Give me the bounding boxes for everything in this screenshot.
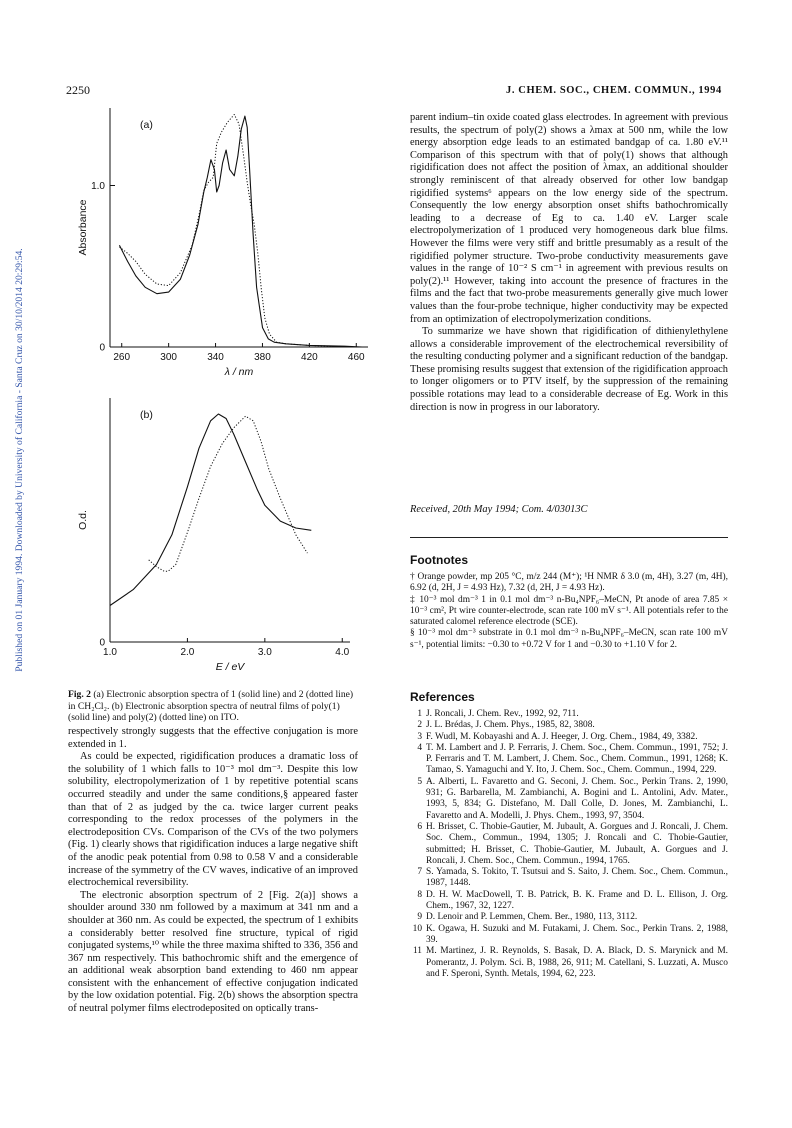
- body-paragraph: To summarize we have shown that rigidification of dithienylethylene allows a considerable improvement of the electrochemical reversibility of the resulting conducting polymer and a significant reduction of the bandgap. These promising results suggest that extension of the rigidification approach to longer oligomers or to PTV itself, by the suppression of the remaining possible rotations may lead to a considerable decrease of Eg. Work in this direction is now in progress in our laboratory.: [410, 326, 728, 413]
- page-number: 2250: [66, 83, 90, 97]
- x-tick-label: 460: [347, 352, 365, 363]
- body-paragraph: As could be expected, rigidification produces a dramatic loss of the solubility of 1 which falls to 10⁻³ mol dm⁻³. Despite this low solubility, electropolymerization of 1 by repetitive potential scans occurred steadily and under the same conditions,§ appeared faster than that of 2 as judged by the ca. twice larger current peaks corresponding to the redox processes of the polymers in the electrodeposition CVs. Comparison of the CVs of the two polymers (Fig. 1) clearly shows that rigidification induces a large negative shift of the anodic peak potential from 0.98 to 0.58 V and a considerable increase of the symmetry of the CV waves, indicative of an improved electrochemical reversibility.: [68, 751, 358, 889]
- figure-2a-plot: [70, 100, 370, 385]
- reference-number: 7: [417, 867, 422, 878]
- series-line-dotted: [119, 115, 356, 348]
- figure-caption-text: (a) Electronic absorption spectra of 1 (solid line) and 2 (dotted line) in CH₂Cl₂. (b) Electronic absorption spectra of neutral films of poly(1) (solid line) and poly(2) (dotted line) on ITO.: [68, 689, 354, 724]
- reference-number: 4: [417, 742, 422, 753]
- figure-2b: [70, 390, 370, 675]
- reference-item: [410, 890, 728, 913]
- reference-text: D. H. W. MacDowell, T. B. Patrick, B. K. Frame and D. L. Ellison, J. Org. Chem., 1967, 32, 1227.: [426, 889, 728, 912]
- y-tick-label: 0: [99, 342, 105, 354]
- reference-number: 3: [417, 731, 422, 742]
- x-tick-label: 3.0: [257, 647, 272, 658]
- reference-number: 5: [417, 776, 422, 787]
- y-axis-label: Absorbance: [77, 199, 89, 256]
- body-paragraph: parent indium–tin oxide coated glass electrodes. In agreement with previous results, the spectrum of poly(2) shows a λmax at 500 nm, while the low energy absorption edge leads to an estimated bandgap of ca. 1.80 eV.¹¹ Comparison of this spectrum with that of poly(1) shows that although rigidification does not affect the position of λmax, an additional shoulder strongly reminiscent of that already observed for other low bandgap rigidified systems⁶ appears on the low energy side of the spectrum. Consequently the low energy absorption onset shifts bathochromically leading to a decrease of Eg to ca. 1.40 eV. Larger scale electropolymerization of 1 produced very homogeneous dark blue films. However the films were very stiff and brittle presumably as a result of the rigidified polymer structure. Two-probe conductivity measurements gave values in the range of 10⁻² S cm⁻¹ in agreement with previous results on poly(2).¹¹ However, taking into account the presence of fractures in the films and the fact that two-probe measurements generally give much lower values than the four-probe technique, higher conductivity may be expected from an optimization of electropolymerization conditions.: [410, 112, 728, 325]
- figure-caption-label: Fig. 2: [68, 689, 91, 700]
- reference-item: [410, 912, 728, 923]
- x-tick-label: 300: [160, 352, 177, 363]
- footnotes-heading: Footnotes: [410, 553, 468, 567]
- body-paragraph: respectively strongly suggests that the effective conjugation is more extended in 1.: [68, 726, 358, 750]
- reference-item: [410, 709, 728, 720]
- references-heading: References: [410, 690, 475, 704]
- footnote: † Orange powder, mp 205 °C, m/z 244 (M⁺); ¹H NMR δ 3.0 (m, 4H), 3.27 (m, 4H), 6.92 (d, 2H, J = 4.93 Hz), 7.32 (d, 2H, J = 4.93 Hz).: [410, 572, 728, 594]
- reference-item: [410, 946, 728, 980]
- x-tick-label: 340: [207, 352, 224, 363]
- reference-text: J. Roncali, J. Chem. Rev., 1992, 92, 711.: [426, 709, 579, 719]
- series-line-dotted: [149, 416, 308, 571]
- reference-number: 8: [417, 889, 422, 900]
- received-line: Received, 20th May 1994; Com. 4/03013C: [410, 504, 588, 515]
- figure-2b-plot: [70, 390, 370, 675]
- right-column: [410, 112, 728, 414]
- reference-number: 9: [417, 912, 422, 923]
- reference-number: 6: [417, 821, 422, 832]
- footnote: § 10⁻³ mol dm⁻³ substrate in 0.1 mol dm⁻³ n-Bu₄NPF₆–MeCN, scan rate 100 mV s⁻¹, potential limits: −0.30 to +0.72 V for 1 and −0.30 to +1.10 V for 2.: [410, 628, 728, 650]
- reference-item: [410, 777, 728, 822]
- panel-label: (a): [140, 119, 153, 131]
- x-tick-label: 1.0: [103, 647, 117, 658]
- reference-item: [410, 924, 728, 947]
- section-divider: [410, 537, 728, 538]
- reference-item: [410, 822, 728, 867]
- reference-number: 2: [417, 720, 422, 731]
- series-line-solid: [110, 414, 311, 606]
- reference-text: D. Lenoir and P. Lemmen, Chem. Ber., 1980, 113, 3112.: [426, 912, 638, 923]
- panel-label: (b): [140, 409, 153, 421]
- reference-text: M. Martinez, J. R. Reynolds, S. Basak, D. A. Black, D. S. Marynick and M. Pomerantz, J. Polym. Sci. B, 1988, 26, 911; M. Catellani, S. Luzzati, A. Musco and F. Speroni, Synth. Metals, 1994, 62, 223.: [426, 946, 728, 979]
- body-paragraph: The electronic absorption spectrum of 2 [Fig. 2(a)] shows a shoulder around 330 nm followed by a maximum at 341 nm and a shoulder at 360 nm. As could be expected, the spectrum of 1 exhibits a considerably better resolved fine structure, typical of rigid conjugated systems,¹⁰ while the three maxima shifted to 336, 356 and 367 nm respectively. This bathochromic shift and the emergence of an additional weak absorption band extending to 460 nm appear consistent with the enhancement of effective conjugation indicated by the low oxidation potential. Fig. 2(b) shows the absorption spectra of neutral polymer films electrodeposited on optically trans-: [68, 889, 358, 1015]
- reference-text: J. L. Brédas, J. Chem. Phys., 1985, 82, 3808.: [426, 720, 595, 731]
- reference-text: K. Ogawa, H. Suzuki and M. Futakami, J. Chem. Soc., Perkin Trans. 2, 1988, 39.: [426, 923, 728, 945]
- reference-text: F. Wudl, M. Kobayashi and A. J. Heeger, J. Org. Chem., 1984, 49, 3382.: [426, 731, 698, 742]
- reference-item: [410, 732, 728, 743]
- y-tick-label: 1.0: [91, 181, 105, 193]
- series-line-solid: [119, 116, 362, 347]
- y-tick-label: 0: [99, 637, 105, 649]
- reference-number: 11: [412, 946, 422, 957]
- reference-text: T. M. Lambert and J. P. Ferraris, J. Chem. Soc., Chem. Commun., 1991, 752; J. P. Ferraris and T. M. Lambert, J. Chem. Soc., Chem. Commun., 1991, 1268; K. Tamao, S. Yamaguchi and Y. Ito, J. Chem. Soc., Chem. Commun., 1994, 229.: [426, 742, 728, 776]
- x-tick-label: 380: [254, 352, 271, 363]
- journal-header: J. CHEM. SOC., CHEM. COMMUN., 1994: [506, 85, 722, 96]
- reference-item: [410, 867, 728, 890]
- reference-list: [410, 709, 728, 980]
- figure-2a: [70, 100, 370, 385]
- x-axis-label: E / eV: [215, 661, 245, 673]
- figure-caption: [68, 689, 358, 724]
- y-axis-label: O.d.: [77, 510, 89, 530]
- download-notice: [2, 140, 25, 780]
- reference-item: [410, 720, 728, 731]
- x-tick-label: 4.0: [335, 647, 350, 658]
- x-tick-label: 420: [301, 352, 318, 363]
- reference-text: S. Yamada, S. Tokito, T. Tsutsui and S. Saito, J. Chem. Soc., Chem. Commun., 1987, 1448.: [426, 867, 728, 889]
- footnotes: [410, 572, 728, 651]
- download-notice-text: Published on 01 January 1994. Downloaded by University of California - Santa Cruz on 30/10/2014 20:29:54.: [14, 248, 25, 672]
- x-axis-label: λ / nm: [224, 366, 254, 378]
- reference-text: H. Brisset, C. Thobie-Gautier, M. Jubault, A. Gorgues and J. Roncali, J. Chem. Soc. Chem., Commun., 1994, 1305; J. Roncali and C. Thobie-Gautier, submitted; H. Brisset, C. Thobie-Gautier, M. Jubault, A. Gorgues and J. Roncali, J. Chem. Soc., Chem. Commun., 1994, 1765.: [426, 821, 728, 866]
- reference-number: 1: [417, 709, 422, 719]
- reference-number: 10: [412, 923, 422, 934]
- x-tick-label: 260: [113, 352, 131, 363]
- reference-item: [410, 743, 728, 777]
- footnote: ‡ 10⁻³ mol dm⁻³ 1 in 0.1 mol dm⁻³ n-Bu₄NPF₆–MeCN, Pt anode of area 7.85 × 10⁻³ cm², Pt wire counter-electrode, scan rate 100 mV s⁻¹. All potentials refer to the saturated calomel reference electrode (SCE).: [410, 594, 728, 628]
- x-tick-label: 2.0: [180, 647, 195, 658]
- reference-text: A. Alberti, L. Favaretto and G. Seconi, J. Chem. Soc., Perkin Trans. 2, 1990, 931; G. Barbarella, M. Zambianchi, A. Bogini and L. Antolini, Adv. Mater., 1993, 5, 834; G. Distefano, M. Dall Colle, D. Jones, M. Zambianchi, L. Favaretto and A. Modelli, J. Phys. Chem., 1993, 97, 3504.: [426, 776, 728, 821]
- left-column: [68, 726, 358, 1016]
